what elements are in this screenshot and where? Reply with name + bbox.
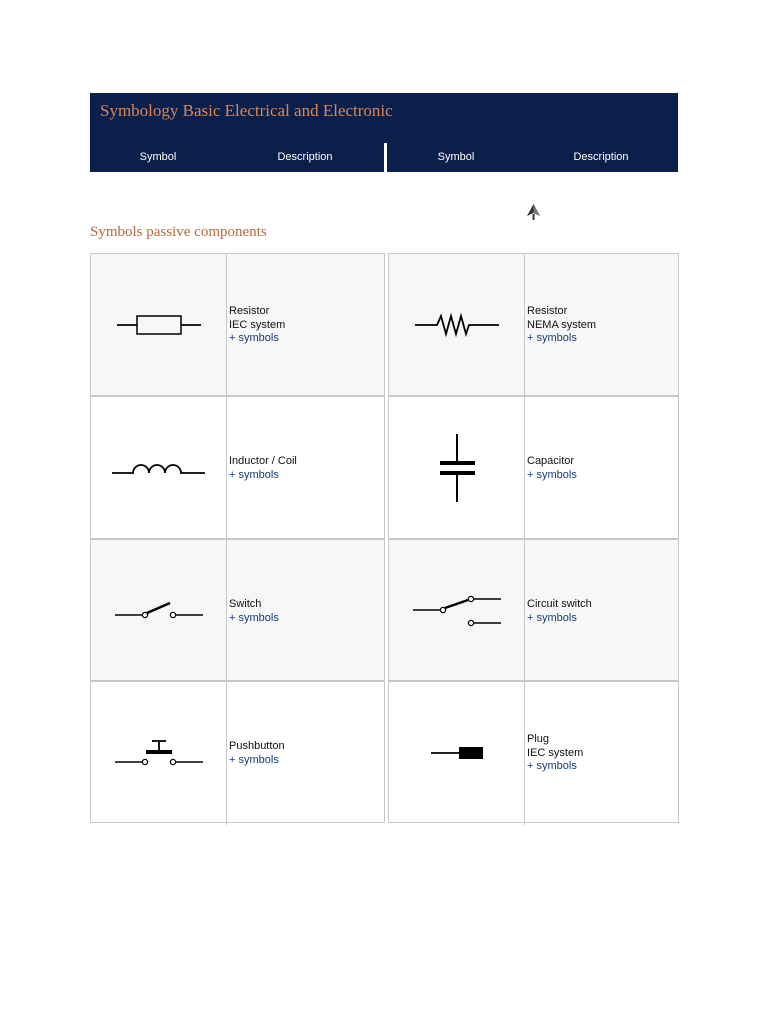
- description-cell: [526, 540, 677, 683]
- symbol-cell: [91, 254, 227, 397]
- description-cell: [228, 682, 379, 825]
- description-cell: [228, 540, 379, 683]
- component-name: Capacitor: [527, 455, 575, 467]
- component-system: IEC system: [527, 746, 584, 759]
- circuit-switch-icon: [389, 540, 525, 682]
- symbol-cell: [91, 397, 227, 540]
- description-cell: [228, 397, 379, 540]
- symbol-cell: [91, 540, 227, 683]
- component-cell: [90, 253, 385, 396]
- more-symbols-link[interactable]: + symbols: [229, 753, 279, 766]
- resistor-iec-icon: [91, 254, 227, 397]
- component-cell: [388, 681, 679, 823]
- capacitor-icon: [389, 397, 525, 540]
- more-symbols-link[interactable]: + symbols: [527, 611, 577, 624]
- description-cell: [526, 254, 677, 397]
- component-cell: [388, 539, 679, 681]
- page-title: Symbology Basic Electrical and Electronic: [100, 101, 393, 120]
- more-symbols-link[interactable]: + symbols: [527, 468, 577, 481]
- description-cell: [526, 682, 677, 825]
- symbol-cell: [91, 682, 227, 825]
- description-cell: [228, 254, 379, 397]
- more-symbols-link[interactable]: + symbols: [527, 760, 577, 773]
- symbol-cell: [389, 540, 525, 683]
- component-cell: [388, 253, 679, 396]
- component-name: Pushbutton: [229, 740, 285, 752]
- component-cell: [90, 539, 385, 681]
- column-header-description-right: Description: [573, 151, 629, 163]
- more-symbols-link[interactable]: + symbols: [527, 332, 577, 345]
- component-name: Circuit switch: [527, 598, 592, 610]
- more-symbols-link[interactable]: + symbols: [229, 332, 279, 345]
- more-symbols-link[interactable]: + symbols: [229, 611, 279, 624]
- inductor-coil-icon: [91, 397, 227, 540]
- component-cell: [90, 396, 385, 539]
- symbol-cell: [389, 254, 525, 397]
- column-header-symbol-right: Symbol: [437, 151, 475, 163]
- back-to-top-icon[interactable]: [525, 203, 542, 221]
- component-name: Switch: [229, 598, 262, 610]
- component-name: Plug: [527, 733, 550, 746]
- column-header-symbol-left: Symbol: [139, 151, 177, 163]
- more-symbols-link[interactable]: + symbols: [229, 468, 279, 481]
- pushbutton-icon: [91, 682, 227, 824]
- table-header: [90, 93, 678, 172]
- component-system: NEMA system: [527, 318, 597, 331]
- component-cell: [90, 681, 385, 823]
- component-name: Inductor / Coil: [229, 455, 297, 467]
- switch-icon: [91, 540, 227, 682]
- symbol-cell: [389, 397, 525, 540]
- component-name: Resistor: [229, 305, 270, 318]
- plug-iec-icon: [389, 682, 525, 824]
- component-cell: [388, 396, 679, 539]
- symbol-cell: [389, 682, 525, 825]
- description-cell: [526, 397, 677, 540]
- column-header-description-left: Description: [277, 151, 333, 163]
- header-divider: [384, 143, 387, 172]
- component-system: IEC system: [229, 318, 286, 331]
- resistor-nema-icon: [389, 254, 525, 397]
- section-title: Symbols passive components: [90, 224, 267, 240]
- component-name: Resistor: [527, 305, 568, 318]
